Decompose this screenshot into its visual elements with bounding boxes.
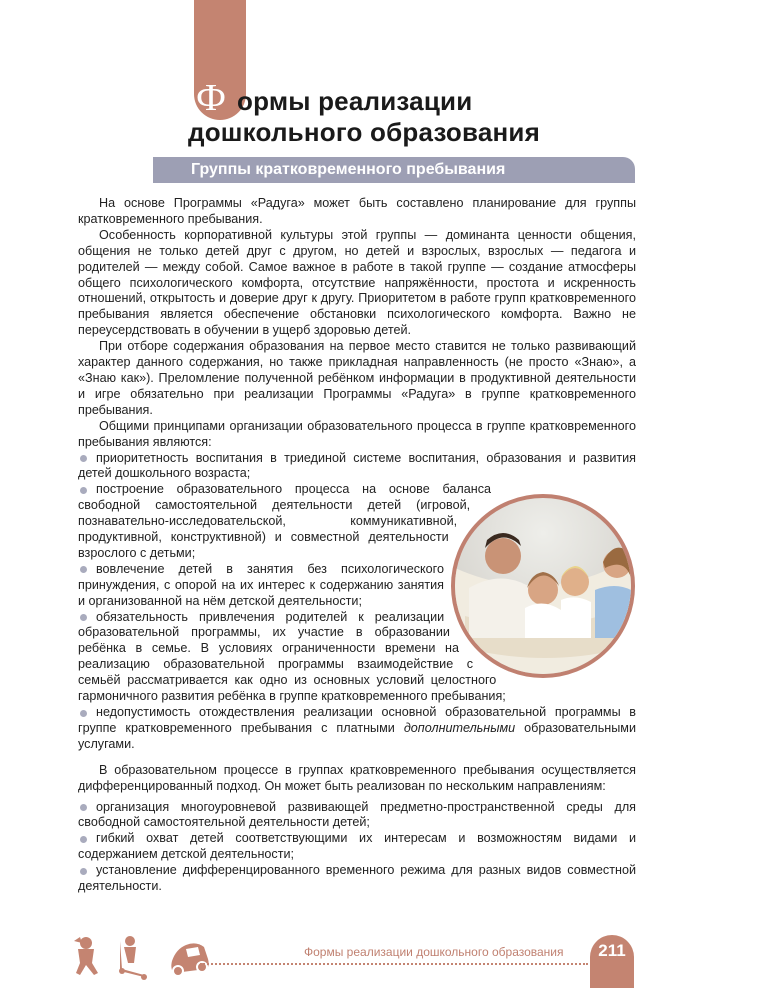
footer-dotted-line <box>200 963 588 967</box>
page-title-line-2: дошкольного образования <box>188 117 540 147</box>
paragraph: Общими принципами организации образовательного процесса в группе кратковременного пребывания являются: <box>78 418 636 449</box>
page-number-tab <box>590 935 634 988</box>
paragraph: Особенность корпоративной культуры этой группы — доминанта ценности общения, общения не только детей друг с другом, но детей и взрослых, взрослых — педагога и родителей — между собой. Самое важное в работе в такой группе — создание атмосферы общего психологического комфорта, отсутствие напряжённости, простота и искренность отношений, открытость и доверие друг к другу. Приоритетом в работе групп кратковременного пребывания является обеспечение обстановки психологического комфорта. Важно не переусердствовать в обучении в ущерб здоровью детей. <box>78 227 636 338</box>
list-item <box>78 451 636 483</box>
list-item <box>78 863 636 895</box>
footer-icons <box>72 935 212 980</box>
child-scooter-icon <box>119 936 147 980</box>
bullet-icon <box>80 487 87 494</box>
list-item-text: приоритетность воспитания в триединой системе воспитания, образования и развития детей дошкольного возраста; <box>78 450 636 481</box>
list-item-text: вовлечение детей в занятия без психологического принуждения, с опорой на их интерес к содержанию занятия и организованной на нём детской деятельности; <box>78 561 444 608</box>
list-item-text: установление дифференцированного временного режима для разных видов совместной деятельности. <box>78 863 636 894</box>
bullet-icon <box>80 455 87 462</box>
list-item <box>78 705 636 753</box>
list-item-text: организация многоуровневой развивающей предметно-пространственной среды для свободной самостоятельной деятельности детей; <box>78 799 636 830</box>
list-item-text: построение образовательного процесса на основе баланса свободной самостоятельной деятельности детей (игровой, познавательно-исследовательской, коммуникативной, продуктивной, конструктивной) и совместной деятельности взрослого с детьми; <box>78 482 492 560</box>
girl-running-icon <box>74 937 98 975</box>
bullet-icon <box>80 836 87 843</box>
list-item <box>78 800 636 832</box>
list-item-text: образовательными услугами. <box>78 720 636 751</box>
running-title: Формы реализации дошкольного образования <box>304 945 564 959</box>
car-icon <box>171 943 208 976</box>
list-item-text: гибкий охват детей соответствующими их интересам и возможностям видами и содержанием детской деятельности; <box>78 831 636 862</box>
section-heading-bar <box>153 157 635 183</box>
paragraph: В образовательном процессе в группах кратковременного пребывания осуществляется дифференцированный подход. Он может быть реализован по нескольким направлениям: <box>78 762 636 793</box>
page-title-line-1: ормы реализации <box>237 86 473 116</box>
page-number: 211 <box>598 941 626 960</box>
bullet-icon <box>80 710 87 717</box>
list-item <box>78 831 636 863</box>
bullet-icon <box>80 614 87 621</box>
family-photo <box>451 494 635 678</box>
family-photo-illustration <box>455 498 631 674</box>
bullet-icon <box>80 804 87 811</box>
list-item-text: обязательность привлечения родителей к реализации образовательной программы, их участие в образовании ребёнка в семье. В условиях ограниченности времени на реализацию образовательной программы взаимодействие с семьёй рассматривается как одно из основных условий целостного гармоничного развития ребёнка в группе кратковременного пребывания; <box>78 609 506 704</box>
paragraph: При отборе содержания образования на первое место ставится не только развивающий характер данного содержания, но также прикладная направленность (не просто «Знаю», а «Знаю как»). Преломление полученной ребёнком информации в продуктивной деятельности и игре обязательно при реализации Программы «Радуга» в группе кратковременного пребывания. <box>78 339 636 417</box>
emphasis-text: дополнительными <box>403 720 516 735</box>
bullet-icon <box>80 566 87 573</box>
section-title: Группы кратковременного пребывания <box>191 161 506 178</box>
list-item-text: недопустимость отождествления реализации основной образовательной программы в группе кратковременного пребывания с платными <box>78 705 636 735</box>
bullet-icon <box>80 868 87 875</box>
directions-list <box>78 800 636 895</box>
paragraph: На основе Программы «Радуга» может быть составлено планирование для группы кратковременного пребывания. <box>78 196 636 226</box>
title-initial-letter: Ф <box>196 77 227 119</box>
